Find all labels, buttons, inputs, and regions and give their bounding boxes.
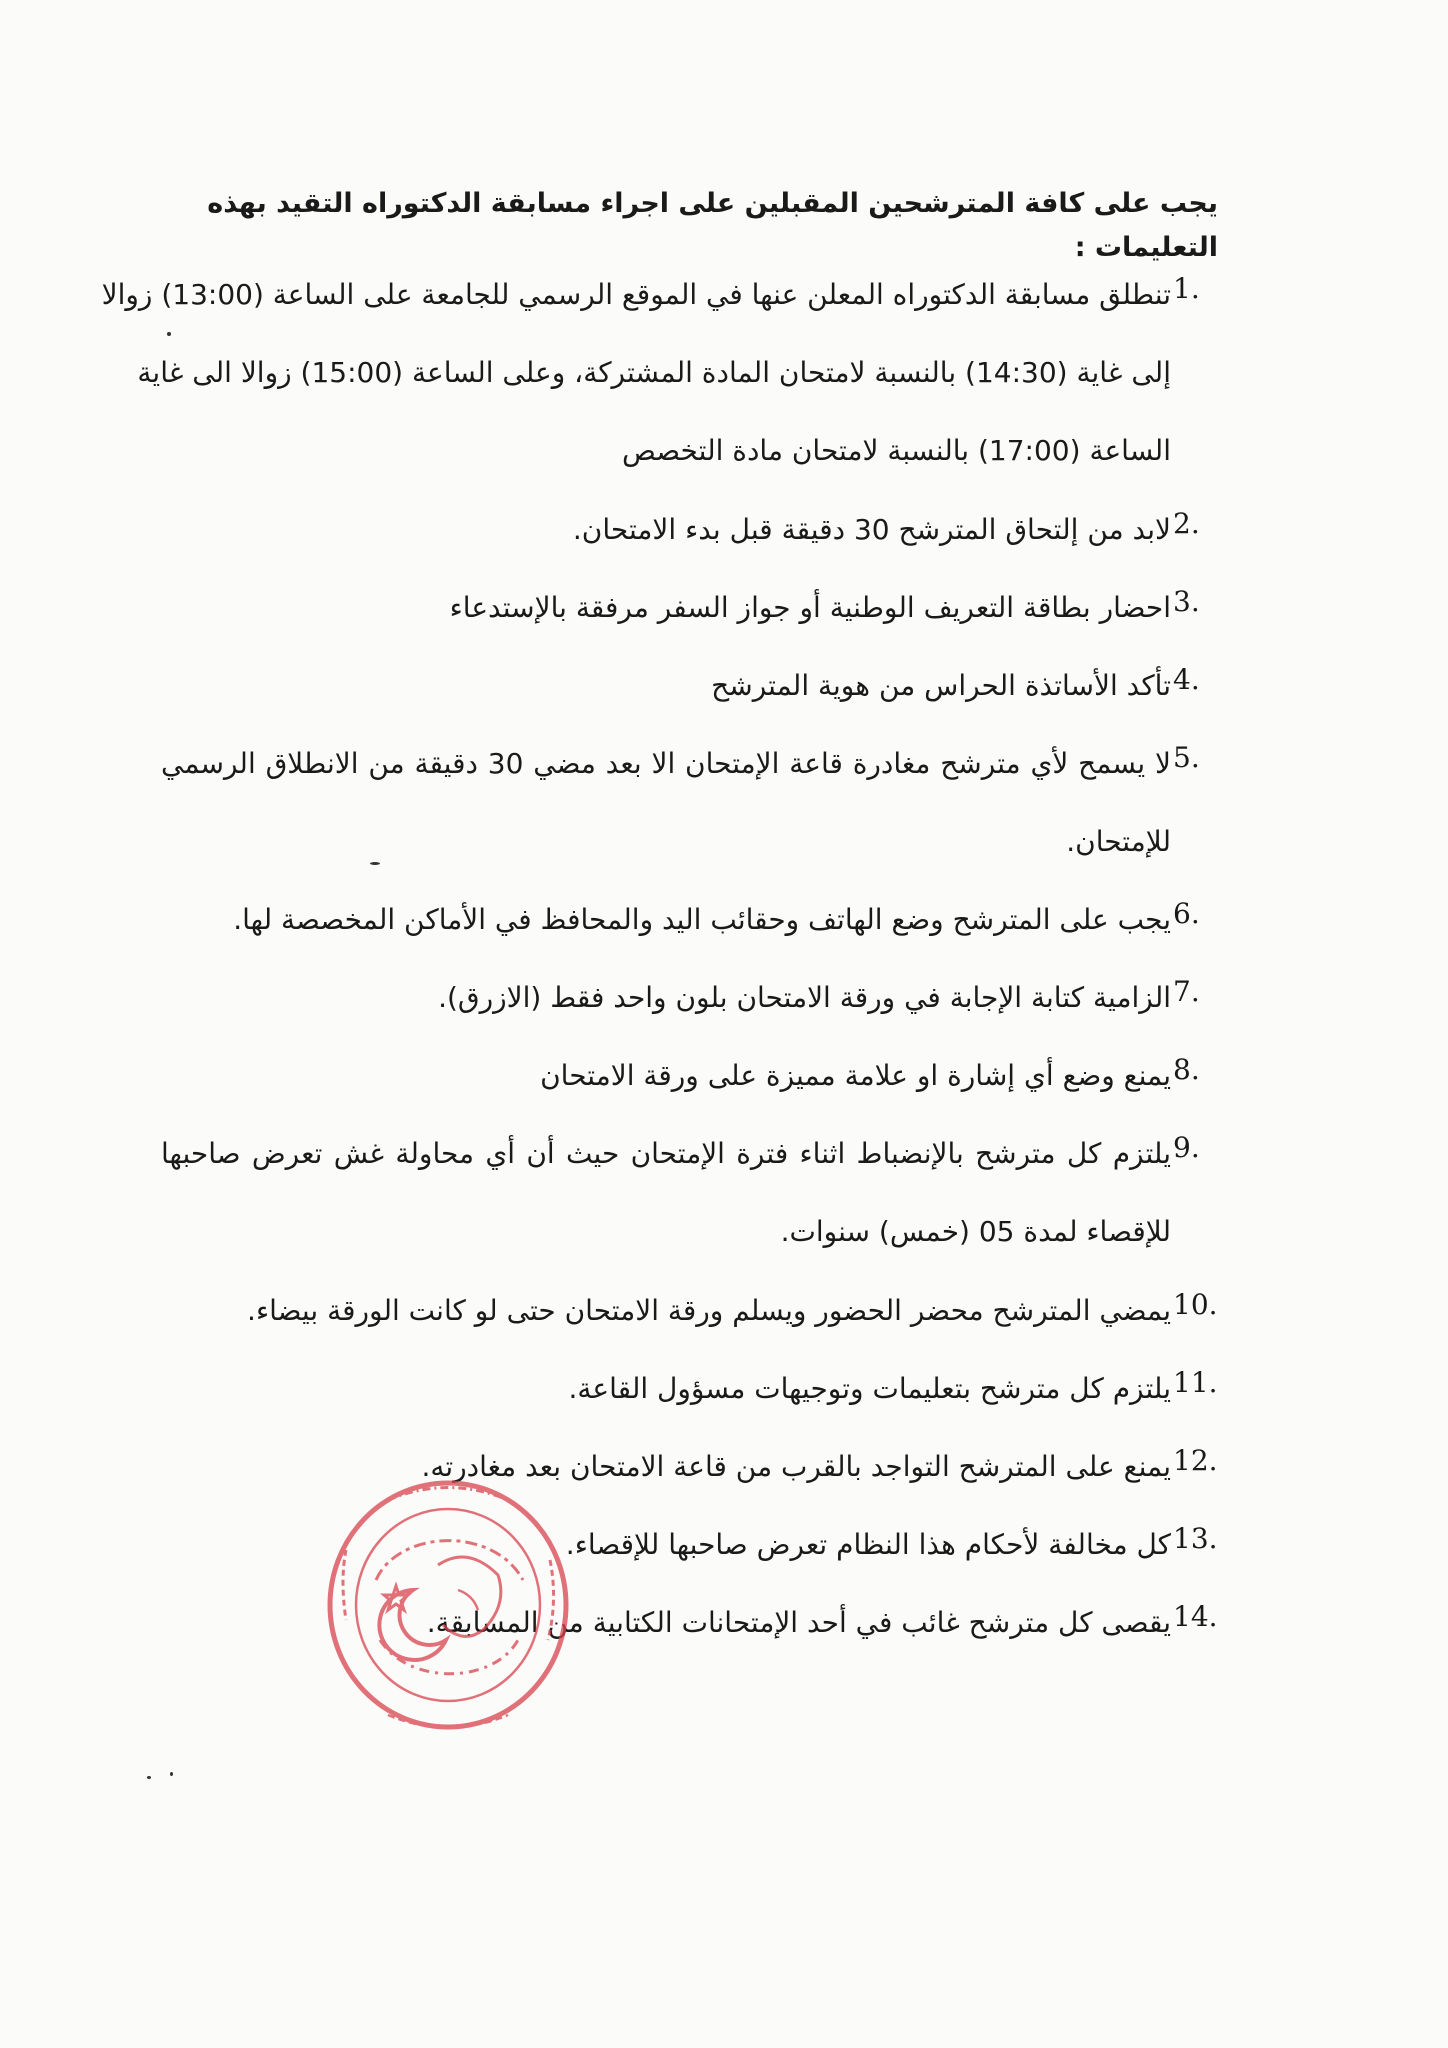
item-line: يلتزم كل مترشح بتعليمات وتوجيهات مسؤول القاعة.: [568, 1372, 1171, 1405]
item-line: تنطلق مسابقة الدكتوراه المعلن عنها في الموقع الرسمي للجامعة على الساعة (13:00) زوالا: [101, 278, 1171, 311]
scan-speck: [170, 1772, 173, 1776]
item-line: يمنع وضع أي إشارة او علامة مميزة على ورقة الامتحان: [540, 1059, 1171, 1092]
scan-speck: [147, 1776, 151, 1779]
item-number: 14.: [1173, 1600, 1218, 1633]
item-line: الساعة (17:00) بالنسبة لامتحان مادة التخصص: [621, 434, 1171, 467]
item-line: كل مخالفة لأحكام هذا النظام تعرض صاحبها للإقصاء.: [565, 1528, 1171, 1561]
item-number: 5.: [1173, 741, 1200, 774]
item-line: للإمتحان.: [1066, 825, 1171, 858]
item-line: لا يسمح لأي مترشح مغادرة قاعة الإمتحان الا بعد مضي 30 دقيقة من الانطلاق الرسمي: [161, 747, 1171, 780]
item-line: يمضي المترشح محضر الحضور ويسلم ورقة الامتحان حتى لو كانت الورقة بيضاء.: [247, 1294, 1171, 1327]
item-line: الزامية كتابة الإجابة في ورقة الامتحان بلون واحد فقط (الازرق).: [438, 981, 1171, 1014]
list-item: [161, 1366, 1218, 1444]
item-line: يجب على المترشح وضع الهاتف وحقائب اليد والمحافظ في الأماكن المخصصة لها.: [233, 903, 1171, 936]
item-number: 6.: [1173, 897, 1200, 930]
item-line: للإقصاء لمدة 05 (خمس) سنوات.: [780, 1215, 1171, 1248]
list-item: [161, 507, 1200, 585]
list-item: [161, 897, 1200, 975]
item-number: 4.: [1173, 663, 1200, 696]
item-line: احضار بطاقة التعريف الوطنية أو جواز السفر مرفقة بالإستدعاء: [449, 591, 1171, 624]
item-number: 12.: [1173, 1444, 1218, 1477]
scan-speck: [167, 332, 171, 336]
list-item: [161, 585, 1200, 663]
item-number: 9.: [1173, 1131, 1200, 1164]
item-line: يلتزم كل مترشح بالإنضباط اثناء فترة الإمتحان حيث أن أي محاولة غش تعرض صاحبها: [161, 1137, 1171, 1170]
item-number: 7.: [1173, 975, 1200, 1008]
list-item: [161, 1131, 1200, 1287]
list-item: [161, 663, 1200, 741]
item-line: تأكد الأساتذة الحراس من هوية المترشح: [711, 669, 1171, 702]
item-number: 2.: [1173, 507, 1200, 540]
item-number: 1.: [1173, 272, 1200, 305]
item-line: إلى غاية (14:30) بالنسبة لامتحان المادة المشتركة، وعلى الساعة (15:00) زوالا الى غاية: [137, 356, 1171, 389]
list-item: [161, 1444, 1218, 1522]
item-number: 11.: [1173, 1366, 1218, 1399]
official-seal-icon: [318, 1470, 578, 1740]
list-item: [161, 1600, 1218, 1678]
scan-speck: [370, 862, 380, 865]
document-heading: يجب على كافة المترشحين المقبلين على اجراء مسابقة الدكتوراه التقيد بهذه التعليمات :: [207, 188, 1218, 263]
list-item: [161, 1053, 1200, 1131]
item-line: يمنع على المترشح التواجد بالقرب من قاعة الامتحان بعد مغادرته.: [421, 1450, 1171, 1483]
item-number: 13.: [1173, 1522, 1218, 1555]
item-number: 3.: [1173, 585, 1200, 618]
list-item: [161, 975, 1200, 1053]
item-line: يقصى كل مترشح غائب في أحد الإمتحانات الكتابية من المسابقة.: [426, 1606, 1171, 1639]
list-item: [161, 741, 1200, 897]
list-item: [161, 1288, 1218, 1366]
item-number: 10.: [1173, 1288, 1218, 1321]
item-number: 8.: [1173, 1053, 1200, 1086]
item-line: لابد من إلتحاق المترشح 30 دقيقة قبل بدء الامتحان.: [572, 513, 1171, 546]
list-item: [101, 272, 1200, 506]
list-item: [161, 1522, 1218, 1600]
